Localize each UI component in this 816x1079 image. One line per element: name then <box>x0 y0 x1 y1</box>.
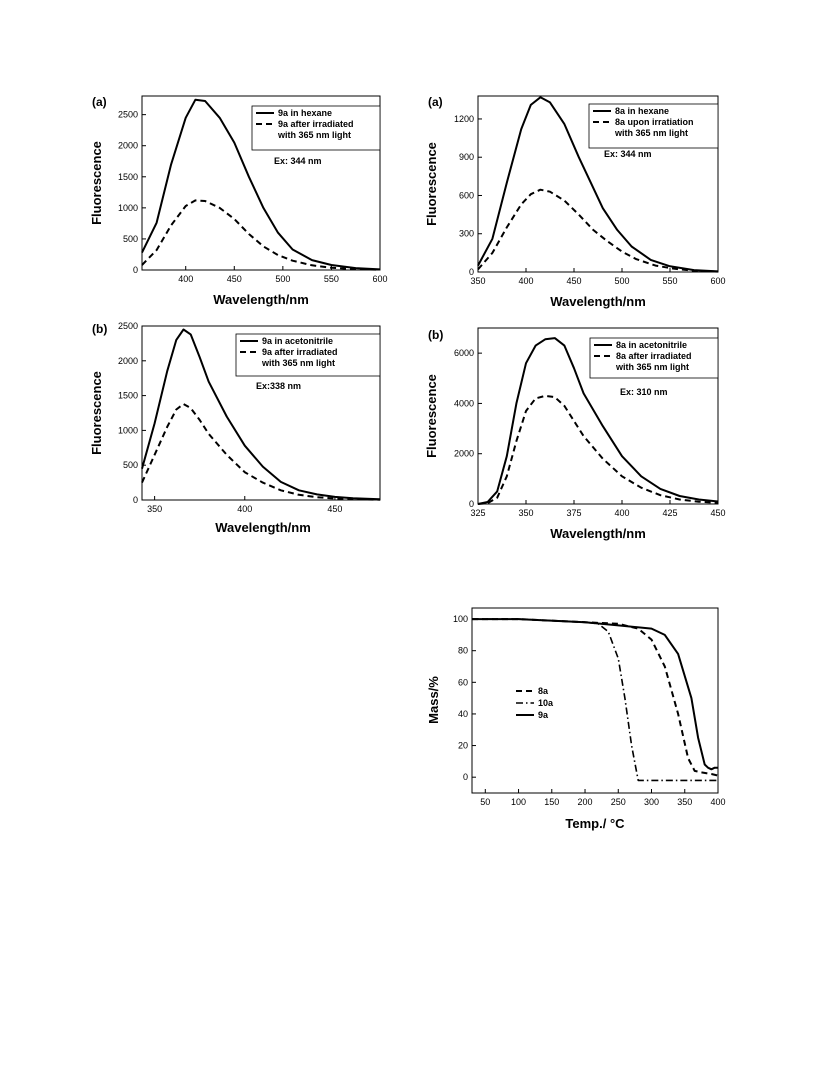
x-tick-label: 400 <box>614 508 630 518</box>
y-axis-label: Fluorescence <box>89 141 104 225</box>
y-tick-label: 0 <box>132 265 138 275</box>
legend-label: 8a in hexane <box>615 106 670 116</box>
y-tick-label: 20 <box>457 740 468 751</box>
panel-label: (a) <box>428 95 443 109</box>
series-line-dashed <box>472 619 718 776</box>
chart-9a-hexane <box>89 95 388 307</box>
x-tick-label: 400 <box>518 276 534 286</box>
y-tick-label: 2000 <box>117 140 138 151</box>
chart-9a-acetonitrile <box>89 321 380 535</box>
excitation-annotation: Ex: 344 nm <box>274 156 322 166</box>
x-tick-label: 450 <box>327 504 343 514</box>
x-tick-label: 350 <box>470 276 486 286</box>
x-tick-label: 600 <box>710 276 726 286</box>
y-tick-label: 1500 <box>117 171 138 182</box>
legend-label: 8a in acetonitrile <box>616 340 688 350</box>
y-tick-label: 100 <box>452 614 468 625</box>
legend-label: 9a <box>538 710 549 720</box>
y-tick-label: 2500 <box>117 109 138 120</box>
y-tick-label: 1000 <box>117 425 138 436</box>
x-axis-label: Temp./ °C <box>565 816 625 831</box>
series-line-dashed <box>142 404 380 500</box>
chart-8a-hexane <box>424 95 726 309</box>
x-tick-label: 150 <box>544 797 560 807</box>
x-tick-label: 450 <box>566 276 582 286</box>
y-tick-label: 0 <box>468 499 474 509</box>
chart-8a-acetonitrile <box>424 328 726 541</box>
plot-frame <box>472 608 718 793</box>
legend-label: 8a <box>538 686 549 696</box>
y-axis-label: Mass/% <box>426 676 441 724</box>
y-tick-label: 40 <box>457 708 468 719</box>
x-tick-label: 350 <box>677 797 693 807</box>
x-tick-label: 300 <box>643 797 660 807</box>
y-tick-label: 500 <box>122 233 138 244</box>
x-axis-label: Wavelength/nm <box>550 526 646 541</box>
y-tick-label: 2000 <box>453 448 474 459</box>
y-tick-label: 4000 <box>453 398 474 409</box>
y-tick-label: 1500 <box>117 390 138 401</box>
x-tick-label: 350 <box>518 508 534 518</box>
series-line-dashed <box>478 190 718 272</box>
panel-label: (b) <box>428 328 444 342</box>
x-tick-label: 350 <box>147 504 163 514</box>
x-tick-label: 325 <box>470 508 486 518</box>
y-tick-label: 2000 <box>117 355 138 366</box>
y-axis-label: Fluorescence <box>424 374 439 458</box>
chart-tga-mass-loss <box>426 608 726 831</box>
y-axis-label: Fluorescence <box>424 142 439 226</box>
x-tick-label: 425 <box>662 508 678 518</box>
x-tick-label: 450 <box>710 508 726 518</box>
y-tick-label: 60 <box>457 677 468 688</box>
legend-label: 9a after irradiated with 365 nm light <box>278 119 354 140</box>
x-tick-label: 400 <box>710 797 726 807</box>
series-line-solid <box>472 619 718 769</box>
x-tick-label: 550 <box>662 276 678 286</box>
x-tick-label: 550 <box>323 274 339 284</box>
y-tick-label: 600 <box>458 190 474 201</box>
x-tick-label: 450 <box>226 274 242 284</box>
y-tick-label: 0 <box>468 267 474 277</box>
y-tick-label: 500 <box>122 460 138 471</box>
excitation-annotation: Ex:338 nm <box>256 381 302 391</box>
legend-label: 9a after irradiated with 365 nm light <box>262 347 338 368</box>
x-tick-label: 500 <box>614 276 630 286</box>
x-axis-label: Wavelength/nm <box>550 294 646 309</box>
panel-label: (b) <box>92 322 108 336</box>
y-tick-label: 0 <box>132 495 138 505</box>
y-tick-label: 1000 <box>117 202 138 213</box>
legend-label: 10a <box>538 698 554 708</box>
x-tick-label: 375 <box>566 508 582 518</box>
x-tick-label: 400 <box>178 274 194 284</box>
excitation-annotation: Ex: 310 nm <box>620 387 668 397</box>
x-tick-label: 50 <box>480 797 491 807</box>
series-line-dashed <box>142 200 380 269</box>
legend-label: 8a after irradiated with 365 nm light <box>616 351 692 372</box>
x-tick-label: 600 <box>372 274 388 284</box>
y-tick-label: 900 <box>458 152 474 163</box>
panel-label: (a) <box>92 95 107 109</box>
legend-label: 8a upon irratiation with 365 nm light <box>615 117 694 138</box>
excitation-annotation: Ex: 344 nm <box>604 149 652 159</box>
y-tick-label: 1200 <box>453 113 474 124</box>
series-line-dashdot <box>472 619 718 780</box>
x-tick-label: 400 <box>237 504 253 514</box>
y-tick-label: 0 <box>462 772 468 783</box>
y-tick-label: 80 <box>457 645 468 656</box>
y-tick-label: 6000 <box>453 348 474 359</box>
x-tick-label: 100 <box>511 797 527 807</box>
x-tick-label: 500 <box>275 274 291 284</box>
legend-label: 9a in hexane <box>278 108 333 118</box>
x-axis-label: Wavelength/nm <box>213 292 309 307</box>
y-axis-label: Fluorescence <box>89 371 104 455</box>
x-tick-label: 200 <box>577 797 593 807</box>
y-tick-label: 300 <box>458 228 474 239</box>
y-tick-label: 2500 <box>117 321 138 331</box>
legend-label: 9a in acetonitrile <box>262 336 334 346</box>
x-tick-label: 250 <box>610 797 626 807</box>
x-axis-label: Wavelength/nm <box>215 520 311 535</box>
